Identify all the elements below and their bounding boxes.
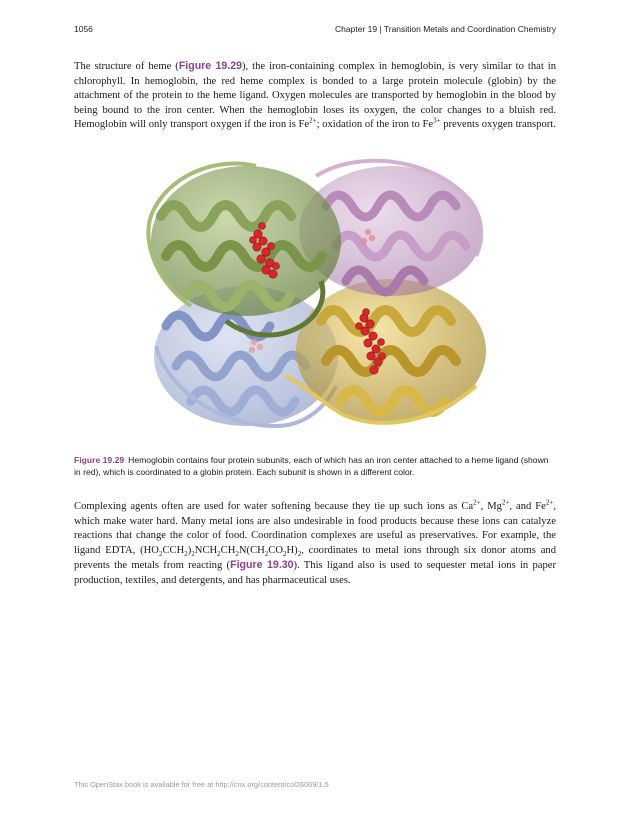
- footer-note: This OpenStax book is available for free at http://cnx.org/content/col26069/1.5: [74, 780, 329, 789]
- figure-19-29-link[interactable]: Figure 19.29: [178, 60, 242, 72]
- hemoglobin-figure: [136, 146, 494, 444]
- paragraph-heme: The structure of heme (Figure 19.29), the iron-containing complex in hemoglobin, is very similar to that in chlorophyll. In hemoglobin, the red heme complex is bonded to a large protein molecule (globin) by the attachment of the protein to the heme ligand. Oxygen molecules are transported by hemoglobin in the blood by being bound to the iron center. When the hemoglobin loses its oxygen, the color changes to a bluish red. Hemoglobin will only transport oxygen if the iron is $Fe^{2+}$; oxidation of the iron to $Fe^{3+}$ prevents oxygen transport.: [74, 60, 557, 131]
- chapter-title: Chapter 19 | Transition Metals and Coordination Chemistry: [335, 24, 556, 34]
- paragraph-complexing-agents: Complexing agents often are used for water softening because they tie up such ions as $Ca^{2+}$, $Mg^{2+}$, and $Fe^{2+}$, which make water hard. Many metal ions are also undesirable in food products because these ions can catalyze reactions that change the color of food. Coordination complexes are useful as preservatives. For example, the ligand EDTA, $(HO_2CCH_2)_2NCH_2CH_2N(CH_2CO_2H)_2$, coordinates to metal ions through six donor atoms and prevents the metals from reacting (Figure 19.30). This ligand also is used to sequester metal ions in paper production, textiles, and detergents, and has pharmaceutical uses.: [74, 498, 557, 586]
- figure-19-30-link[interactable]: Figure 19.30: [230, 559, 294, 572]
- figure-label: Figure 19.29: [74, 455, 125, 465]
- hemoglobin-structure-image: [136, 146, 494, 444]
- page-number: 1056: [74, 24, 93, 34]
- figure-caption-text: Hemoglobin contains four protein subunits, each of which has an iron center attached to a heme ligand (shown in red), which is coordinated to a globin protein. Each subunit is shown in a different color.: [74, 455, 549, 477]
- running-header: [74, 24, 556, 38]
- figure-caption: [74, 454, 556, 478]
